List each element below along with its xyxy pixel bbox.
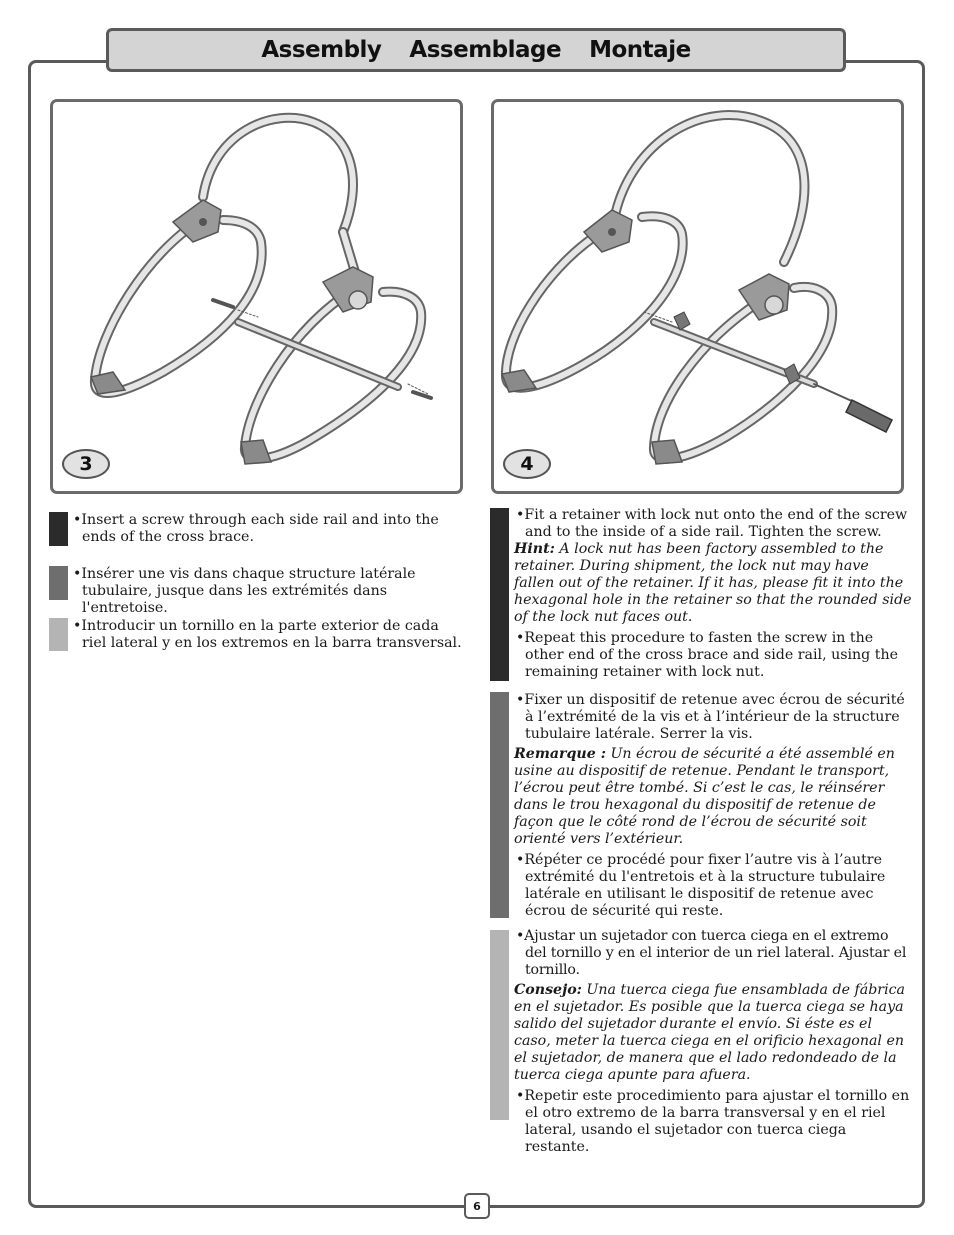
- hint-note: [514, 541, 912, 626]
- step-number-badge: 4: [503, 449, 551, 479]
- step-3-illustration: [53, 102, 460, 491]
- instruction-bullet: •Introducir un tornillo en la parte exterior de cada riel lateral y en los extremos en la barra transversal.: [73, 618, 462, 651]
- instruction-bullet: •Repetir este procedimiento para ajustar el tornillo en el otro extremo de la barra transversal y en el riel lateral, usando el sujetador con tuerca ciega restante.: [516, 1088, 910, 1155]
- instruction-bullet: •Insert a screw through each side rail and into the ends of the cross brace.: [73, 512, 439, 545]
- instruction-bullet: •Répéter ce procédé pour fixer l’autre vis à l’autre extrémité du l'entretois et à la structure tubulaire latérale en utilisant le dispositif de retenue avec écrou de sécurité qui reste.: [516, 852, 886, 919]
- hint-text: Un écrou de sécurité a été assemblé en usine au dispositif de retenue. Pendant le transport, l’écrou peut être tombé. Si c’est le cas, le réinsérer dans le trou hexagonal du dispositif de retenue de façon que le côté rond de l’écrou de sécurité soit orienté vers l’extérieur.: [514, 746, 895, 847]
- instruction-bullet: •Fixer un dispositif de retenue avec écrou de sécurité à l’extrémité de la vis et à l’intérieur de la structure tubulaire latérale. Serrer la vis.: [516, 692, 905, 742]
- page-number: 6: [464, 1193, 490, 1219]
- step-4-illustration: [494, 102, 901, 491]
- instruction-bullet: •Fit a retainer with lock nut onto the end of the screw and to the inside of a side rail. Tighten the screw.: [516, 507, 908, 540]
- lang-bar-spanish: [49, 618, 68, 651]
- step-4-illustration-panel: [491, 99, 904, 494]
- instruction-bullet: •Repeat this procedure to fasten the screw in the other end of the cross brace and side rail, using the remaining retainer with lock nut.: [516, 630, 899, 680]
- lang-bar-english: [490, 508, 509, 681]
- instruction-bullet: •Ajustar un sujetador con tuerca ciega en el extremo del tornillo y en el interior de un riel lateral. Ajustar el tornillo.: [516, 928, 907, 978]
- step-4-english: [514, 507, 912, 681]
- hint-text: A lock nut has been factory assembled to the retainer. During shipment, the lock nut may have fallen out of the retainer. If it has, please fit it into the hexagonal hole in the retainer so that the rounded side of the lock nut faces out.: [514, 541, 912, 625]
- hint-note: [514, 746, 912, 848]
- hint-note: [514, 982, 912, 1084]
- hint-label: Hint:: [514, 541, 555, 557]
- step-number-badge: 3: [62, 449, 110, 479]
- step-3-french: [71, 566, 466, 617]
- hint-text: Una tuerca ciega fue ensamblada de fábrica en el sujetador. Es posible que la tuerca ciega se haya salido del sujetador durante el envío. Si éste es el caso, meter la tuerca ciega en el orificio hexagonal en el sujetador, de manera que el lado redondeado de la tuerca ciega apunte para afuera.: [514, 982, 906, 1083]
- title-french: Assemblage: [409, 37, 562, 63]
- step-3-spanish: [71, 618, 466, 652]
- instruction-bullet: •Insérer une vis dans chaque structure latérale tubulaire, jusque dans les extrémités dans l'entretoise.: [73, 566, 416, 616]
- step-3-english: [71, 512, 466, 546]
- lang-bar-french: [490, 692, 509, 918]
- hint-label: Consejo:: [514, 982, 582, 998]
- title-spanish: Montaje: [589, 37, 691, 63]
- lang-bar-french: [49, 566, 68, 600]
- title-english: Assembly: [261, 37, 382, 63]
- step-4-french: [514, 692, 912, 920]
- title-bar: [106, 28, 846, 72]
- lang-bar-english: [49, 512, 68, 546]
- step-4-spanish: [514, 928, 912, 1156]
- hint-label: Remarque :: [514, 746, 606, 762]
- lang-bar-spanish: [490, 930, 509, 1120]
- step-3-illustration-panel: [50, 99, 463, 494]
